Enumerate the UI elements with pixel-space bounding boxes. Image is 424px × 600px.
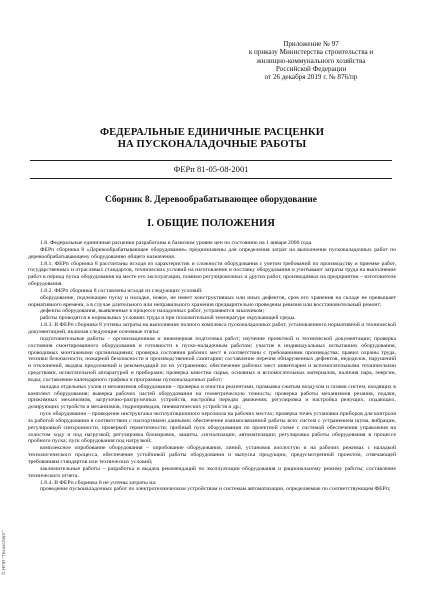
paragraph: проведение пусконаладочных работ по электротехническим устройствам и системам автоматизации, определяемые по соответствующим ФЕРп; [40, 486, 391, 493]
document-title [30, 127, 394, 151]
paragraph: дефекты оборудования, выявленные в процессе наладочных работ, устраняются заказчиком; [40, 308, 265, 315]
title-line: НА ПУСКОНАЛАДОЧНЫЕ РАБОТЫ [117, 139, 307, 151]
title-line: ФЕДЕРАЛЬНЫЕ ЕДИНИЧНЫЕ РАСЦЕНКИ [99, 127, 325, 138]
appendix-line: жилищно-коммунального хозяйства [256, 56, 366, 65]
paragraph: наладка отдельных узлов и механизмов оборудования – проверка и очистка реагентами, промывка сжатым воздухом и газами систем, входящих в комплект оборудования; выверка рабочих частей оборудования на геометрическую точность; проверка работы механизмов резания, подачи, прижимных механизмов, загрузочно-разгрузочных устройств, настройка передач движения; регулировка и настройка режущих, подающих, дозирующих устройств и механизмов, гидроприводов, пневматических устройств и др.; [28, 383, 396, 411]
appendix-line: к приказу Министерства строительства и [248, 48, 374, 57]
paragraph: подготовительные работы – организационная и инженерная подготовка работ; изучение проектной и технической документации; проверка состояния смонтированного оборудования и готовности к пуско-наладочным работам; участие в индивидуальных испытаниях оборудования, проводимых монтажными организациями; проверка состояния рабочих мест в соответствии с требованиями производства; правил охраны труда, техники безопасности, пожарной безопасности и производственной санитарии; составление перечня обнаруженных дефектов, недоделок, нарушений и отклонений, выдача предложений и рекомендаций по их устранению; обеспечение рабочих мест инвентарем и вспомогательными техническими средствами, испытательной аппаратурой и приборами; проверка качества сырья, основных и вспомогательных материалов, наличия пара, энергии, воды; составление календарного графика и программы пусконаладочных работ; [28, 335, 396, 383]
paragraph: 1.8.3. В ФЕРп сборника 8 учтены затраты на выполнение полного комплекса пусконаладочных работ, установленного нормативной и технической документацией, включая следующие основные этапы: [28, 322, 396, 335]
paragraph: комплексное опробование оборудования – опробование оборудования, линий, установок вхолостую и на рабочих режимах с наладкой технологического процесса, обеспечение устойчивой работы оборудования и выпуска продукции, предусмотренной проектом, отвечающей требованиям стандартов или технических условий; [28, 445, 396, 465]
section-heading: I. ОБЩИЕ ПОЛОЖЕНИЯ [147, 218, 275, 229]
appendix-block [226, 40, 396, 81]
paragraph: ФЕРп сборника 8 «Деревообрабатывающее оборудование» предназначены для определения затрат на выполнение пусконаладочных работ по деревообрабатывающему оборудованию общего назначения. [28, 246, 396, 260]
paragraph: 1.8.4. В ФЕРп сборника 8 не учтены затраты на: [40, 479, 157, 486]
copyright-sidebar: © НПИ "Техэксперт" [2, 530, 7, 575]
paragraph: 1.8.2. ФЕРп сборника 8 составлены исходя из следующих условий: [40, 287, 203, 294]
paragraph: 1.8. Федеральные единичные расценки разработаны в базисном уровне цен по состоянию на 1 января 2000 года. [40, 240, 313, 246]
paragraph: 1.8.1. ФЕРп сборника 8 рассчитаны исходя из характеристик и сложности оборудования с учетом требований по производству и приемке работ, государственных и отраслевых стандартов, технических условий на изготовление и поставку оборудования и учитывают затраты труда на выполнение работ в период пуска оборудования на месте его эксплуатации, помимо регулировочных и других работ, производимых на предприятии – изготовителе оборудования. [28, 260, 396, 288]
paragraph: пуск оборудования – проведение инструктажа эксплуатационного персонала на рабочих местах; проверка точек установки приборов для контроля за работой оборудования в соответствии с паспортными данными; обеспечение взаимосвязанной работы всех систем с устранением шума, вибрации, регулировкой синхронности, проверкой герметичности; пробный пуск оборудования по проектной схеме с системой обеспечения управления на холостом ходу и под нагрузкой; регулировка блокировок, защиты, сигнализации, автоматизации; регулировка работы оборудования в процессе пробного пуска; пуск оборудования под нагрузкой; [28, 411, 396, 445]
paragraph: оборудование, подлежащее пуску и наладке, новое, не имеет конструктивных или иных дефектов, срок его хранения на складе не превышает нормативного времени, а в случае длительного или неправильного хранения предварительно проведены ревизия или восстановительный ремонт; [28, 294, 396, 308]
appendix-line: от 26 декабря 2019 г. № 876/пр [264, 73, 358, 82]
document-code: ФЕРп 81-05-08-2001 [173, 164, 249, 174]
appendix-line: Приложение № 97 [283, 40, 339, 48]
appendix-line: Российской Федерации [275, 64, 347, 73]
collection-title: Сборник 8. Деревообрабатывающее оборудование [105, 195, 317, 205]
divider-top [30, 160, 392, 161]
paragraph: заключительные работы – разработка и выдача рекомендаций по эксплуатации оборудования и рациональному режиму работы; составление технического отчета. [28, 465, 396, 479]
paragraph: работы проводятся в нормальных условиях труда и при положительной температуре окружающей среды. [40, 315, 296, 322]
document-body [28, 240, 396, 493]
divider-bottom [30, 178, 392, 179]
